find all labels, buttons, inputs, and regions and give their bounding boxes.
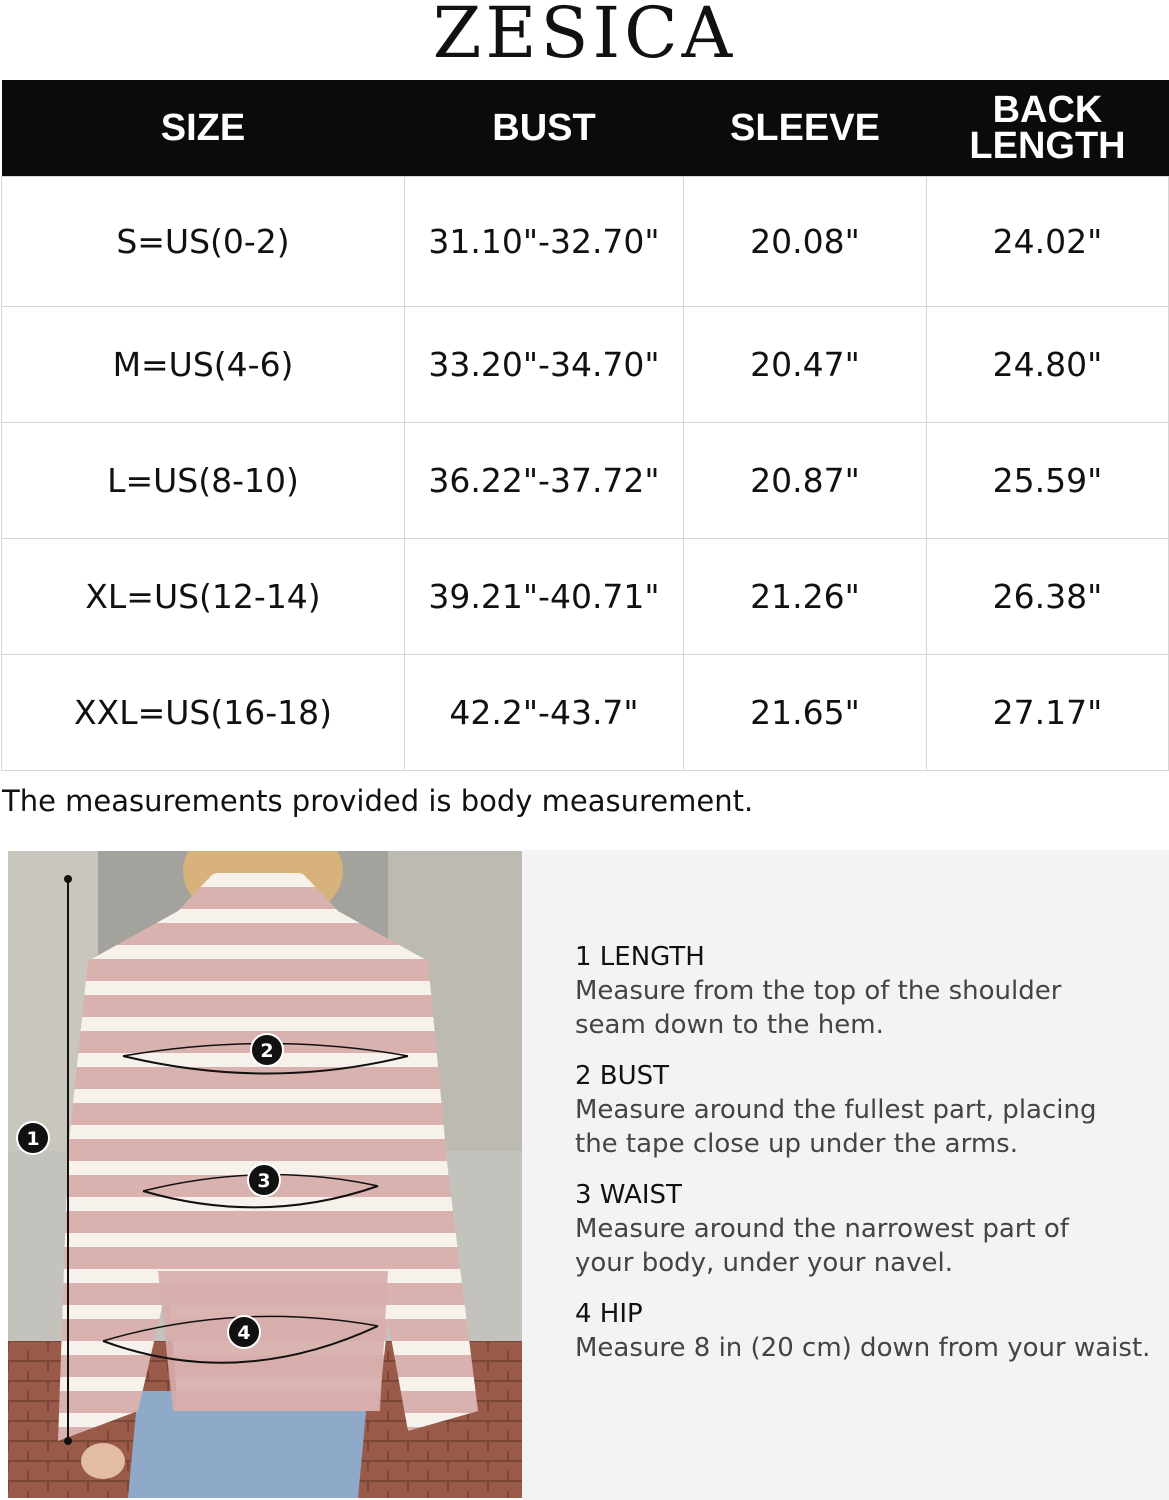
cell-sleeve: 21.65" bbox=[684, 655, 927, 771]
svg-text:1: 1 bbox=[26, 1128, 40, 1150]
cell-size: S=US(0-2) bbox=[2, 177, 405, 307]
guide-item-hip bbox=[575, 1297, 1155, 1365]
hand bbox=[81, 1443, 125, 1479]
guide-item-text: Measure 8 in (20 cm) down from your waist. bbox=[575, 1333, 1151, 1363]
guide-item-text: seam down to the hem. bbox=[575, 1010, 884, 1040]
measurement-note: The measurements provided is body measurement. bbox=[2, 784, 754, 818]
guide-item-text: the tape close up under the arms. bbox=[575, 1129, 1018, 1159]
guide-item-text: Measure from the top of the shoulder bbox=[575, 976, 1062, 1006]
cell-sleeve: 20.47" bbox=[684, 307, 927, 423]
cell-back-length: 27.17" bbox=[927, 655, 1169, 771]
brand-logo: ZESICA bbox=[432, 0, 737, 74]
guide-item-text: Measure around the narrowest part of bbox=[575, 1214, 1069, 1244]
guide-item-title: 1 LENGTH bbox=[575, 942, 705, 972]
cell-bust: 42.2"-43.7" bbox=[405, 655, 684, 771]
cell-size: XL=US(12-14) bbox=[2, 539, 405, 655]
badge-3 bbox=[248, 1164, 280, 1196]
table-row bbox=[2, 307, 1169, 423]
svg-text:4: 4 bbox=[237, 1322, 251, 1344]
cell-size: XXL=US(16-18) bbox=[2, 655, 405, 771]
header-size: SIZE bbox=[2, 80, 405, 177]
badge-2 bbox=[251, 1034, 283, 1066]
measurement-guide bbox=[575, 940, 1155, 1382]
guide-item-length bbox=[575, 940, 1155, 1042]
guide-item-title: 3 WAIST bbox=[575, 1180, 682, 1210]
cell-back-length: 24.80" bbox=[927, 307, 1169, 423]
cell-bust: 33.20"-34.70" bbox=[405, 307, 684, 423]
badge-4 bbox=[228, 1316, 260, 1348]
length-line-top-dot bbox=[64, 875, 72, 883]
cell-sleeve: 20.08" bbox=[684, 177, 927, 307]
cell-back-length: 25.59" bbox=[927, 423, 1169, 539]
cell-sleeve: 20.87" bbox=[684, 423, 927, 539]
size-chart-table bbox=[1, 80, 1169, 771]
sweater-hem bbox=[158, 1271, 388, 1411]
cell-bust: 36.22"-37.72" bbox=[405, 423, 684, 539]
guide-item-title: 4 HIP bbox=[575, 1299, 643, 1329]
table-header-row bbox=[2, 80, 1169, 177]
model-photo bbox=[8, 851, 522, 1498]
svg-text:2: 2 bbox=[260, 1040, 274, 1062]
model-illustration bbox=[8, 851, 522, 1498]
guide-item-bust bbox=[575, 1059, 1155, 1161]
header-sleeve: SLEEVE bbox=[684, 80, 927, 177]
cell-size: M=US(4-6) bbox=[2, 307, 405, 423]
table-row bbox=[2, 177, 1169, 307]
cell-size: L=US(8-10) bbox=[2, 423, 405, 539]
length-line-bottom-dot bbox=[64, 1437, 72, 1445]
header-back-length-label: BACK LENGTH bbox=[969, 89, 1126, 167]
header-bust: BUST bbox=[405, 80, 684, 177]
cell-back-length: 24.02" bbox=[927, 177, 1169, 307]
cell-bust: 39.21"-40.71" bbox=[405, 539, 684, 655]
header-back-length bbox=[927, 80, 1169, 177]
cell-sleeve: 21.26" bbox=[684, 539, 927, 655]
table-row bbox=[2, 539, 1169, 655]
table-row bbox=[2, 423, 1169, 539]
cell-bust: 31.10"-32.70" bbox=[405, 177, 684, 307]
cell-back-length: 26.38" bbox=[927, 539, 1169, 655]
table-row bbox=[2, 655, 1169, 771]
guide-item-text: your body, under your navel. bbox=[575, 1248, 953, 1278]
guide-item-waist bbox=[575, 1178, 1155, 1280]
svg-text:3: 3 bbox=[257, 1170, 271, 1192]
turtleneck bbox=[208, 873, 308, 933]
badge-1 bbox=[17, 1122, 49, 1154]
guide-item-title: 2 BUST bbox=[575, 1061, 670, 1091]
guide-item-text: Measure around the fullest part, placing bbox=[575, 1095, 1097, 1125]
